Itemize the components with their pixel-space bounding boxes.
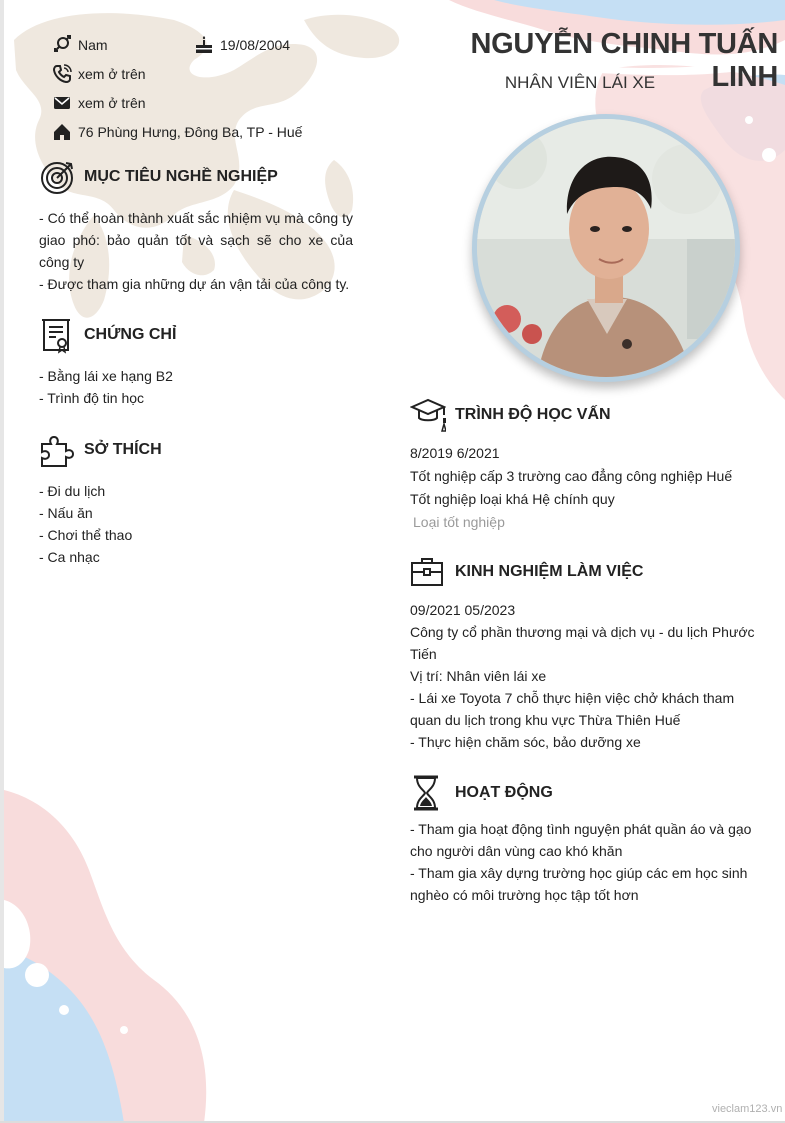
graduation-grade-placeholder: Loại tốt nghiệp: [413, 514, 505, 530]
activity-item: - Tham gia hoạt động tình nguyện phát quần áo và gạo cho người dân vùng cao khó khăn: [410, 821, 752, 859]
experience-body: [410, 599, 768, 753]
activity-item: - Tham gia xây dựng trường học giúp các em học sinh nghèo có môi trường học tập tốt hơn: [410, 865, 748, 903]
gender-row: [52, 35, 108, 55]
graduation-cap-icon: [410, 397, 446, 433]
education-degree: Tốt nghiệp loại khá Hệ chính quy: [410, 491, 615, 507]
target-icon: [40, 159, 76, 195]
profile-photo: [472, 114, 740, 382]
objective-title: MỤC TIÊU NGHỀ NGHIỆP: [84, 168, 278, 185]
hobby-item: - Đi du lịch: [39, 483, 106, 499]
hourglass-icon: [410, 775, 446, 811]
watermark: vieclam123.vn: [712, 1103, 783, 1115]
birthday-row: [194, 35, 290, 55]
home-icon: [52, 122, 72, 142]
birthday-cake-icon: [194, 35, 214, 55]
activities-body: [410, 818, 768, 906]
objective-line: - Được tham gia những dự án vận tải của công ty.: [39, 276, 350, 292]
experience-company: Công ty cổ phần thương mại và dịch vụ - du lịch Phước Tiến: [410, 624, 755, 662]
hobby-item: - Ca nhạc: [39, 549, 100, 565]
certificates-list: [39, 365, 359, 409]
education-school: Tốt nghiệp cấp 3 trường cao đẳng công nghiệp Huế: [410, 468, 733, 484]
bottom-left-splash: [4, 790, 206, 1123]
experience-position: Vị trí: Nhân viên lái xe: [410, 668, 547, 684]
cv-page: [4, 0, 785, 1123]
birthday-value: 19/08/2004: [220, 37, 291, 53]
address-row: [52, 122, 302, 142]
job-title: NHÂN VIÊN LÁI XE: [504, 73, 656, 92]
full-name: NGUYỄN CHINH TUẤN LINH: [470, 28, 778, 93]
email-icon: [52, 93, 72, 113]
certificates-title: CHỨNG CHỈ: [84, 326, 177, 343]
hobbies-list: [39, 480, 359, 568]
email-value: xem ở trên: [78, 95, 146, 111]
hobbies-title: SỞ THÍCH: [84, 441, 162, 458]
hobby-item: - Chơi thể thao: [39, 527, 133, 543]
certificate-item: - Trình độ tin học: [39, 390, 145, 406]
profile-photo-illustration: [477, 119, 735, 377]
phone-icon: [52, 64, 72, 84]
objective-body: [39, 207, 353, 295]
experience-title: KINH NGHIỆM LÀM VIỆC: [455, 563, 644, 580]
experience-duty: - Thực hiện chăm sóc, bảo dưỡng xe: [410, 734, 641, 750]
education-title: TRÌNH ĐỘ HỌC VẤN: [455, 406, 611, 423]
phone-value: xem ở trên: [78, 66, 146, 82]
puzzle-icon: [39, 434, 75, 470]
experience-dates: 09/2021 05/2023: [410, 602, 516, 618]
education-dates: 8/2019 6/2021: [410, 445, 500, 461]
gender-icon: [52, 35, 72, 55]
certificate-item: - Bằng lái xe hạng B2: [39, 368, 173, 384]
briefcase-icon: [410, 555, 446, 591]
address-value: 76 Phùng Hưng, Đông Ba, TP - Huế: [78, 124, 303, 140]
email-row: [52, 93, 146, 113]
phone-row: [52, 64, 146, 84]
experience-duty: - Lái xe Toyota 7 chỗ thực hiện việc chở khách tham quan du lịch trong khu vực Thừa Thiên Huế: [410, 690, 735, 728]
hobby-item: - Nấu ăn: [39, 505, 93, 521]
education-body: [410, 442, 762, 534]
certificate-icon: [40, 318, 76, 354]
gender-value: Nam: [78, 37, 108, 53]
objective-line: - Có thể hoàn thành xuất sắc nhiệm vụ mà công ty giao phó: bảo quản tốt và sạch sẽ cho xe của công ty: [39, 210, 353, 270]
activities-title: HOẠT ĐỘNG: [455, 784, 553, 801]
